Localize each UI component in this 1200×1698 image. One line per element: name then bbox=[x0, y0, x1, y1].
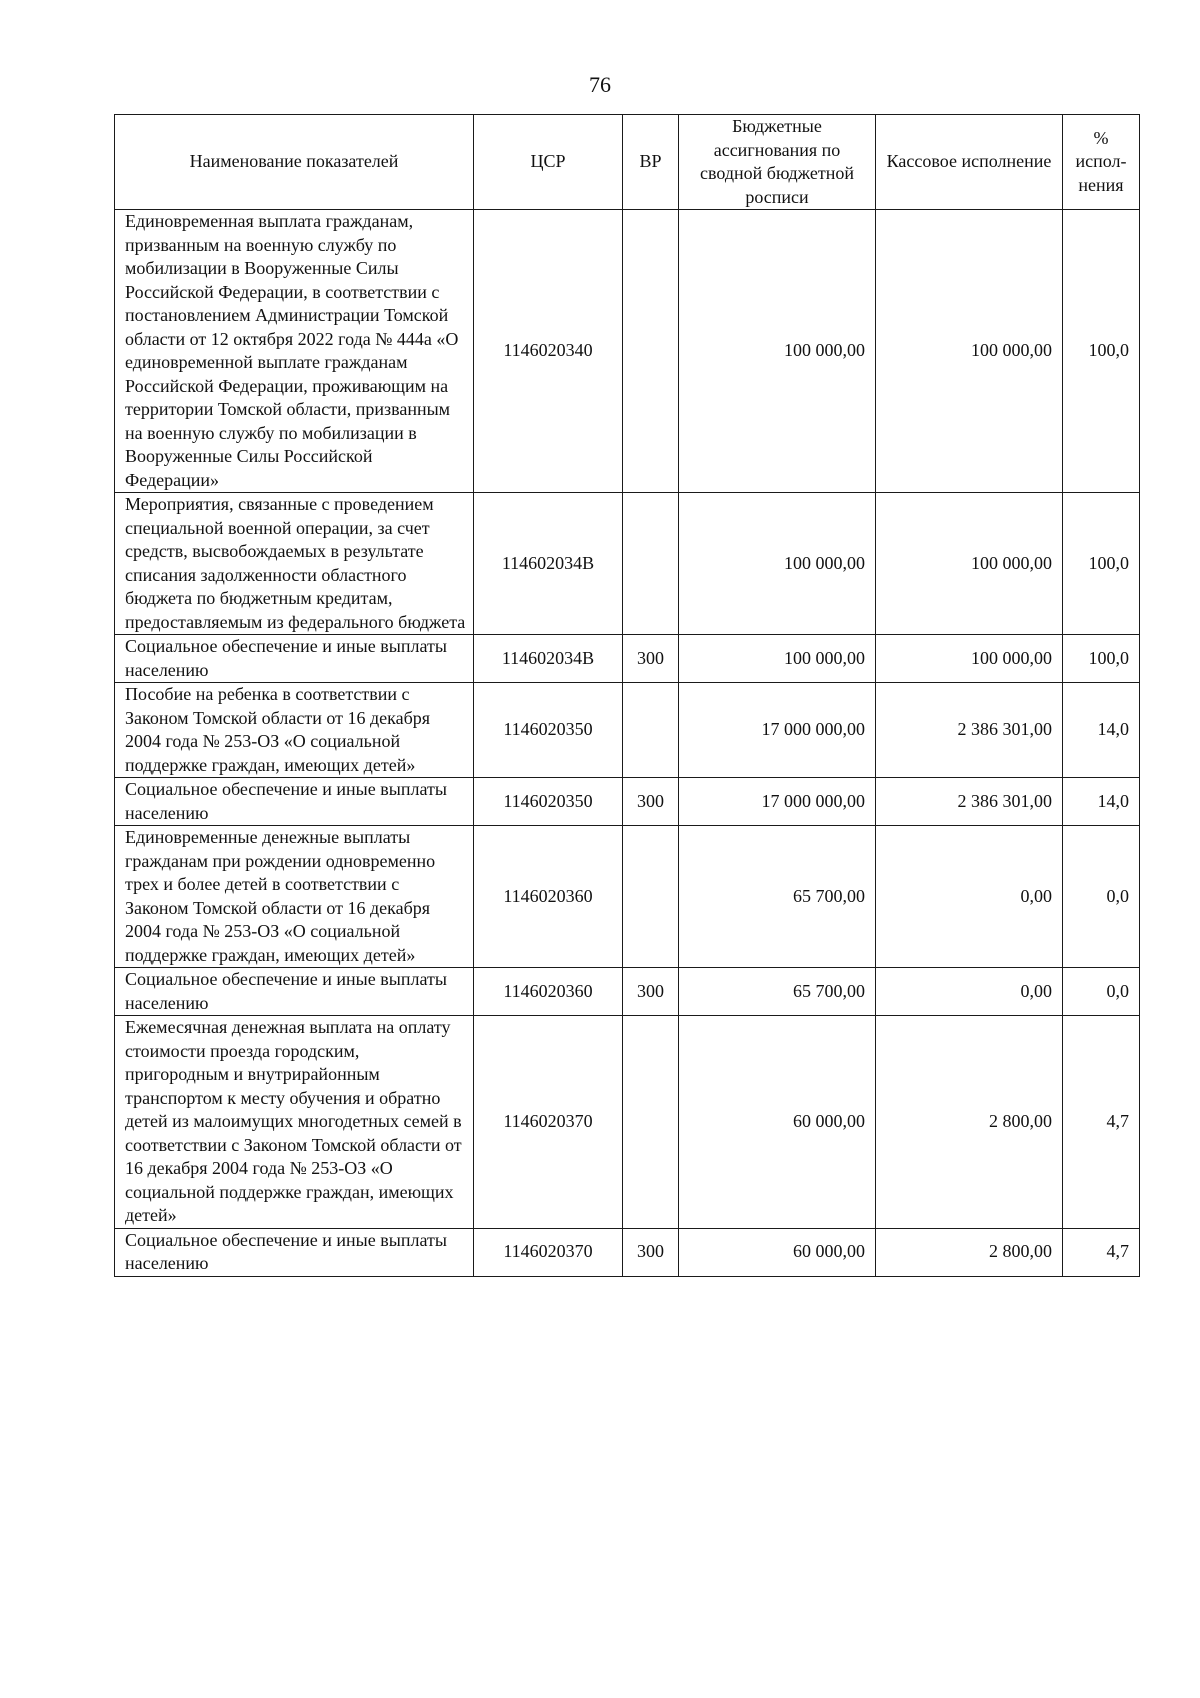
cell-budget: 17 000 000,00 bbox=[679, 683, 876, 778]
cell-csr: 1146020340 bbox=[474, 210, 623, 493]
cell-name: Социальное обеспечение и иные выплаты населению bbox=[115, 1228, 474, 1276]
cell-vr bbox=[623, 493, 679, 635]
cell-csr: 1146020350 bbox=[474, 683, 623, 778]
table-row bbox=[115, 1016, 1140, 1229]
table-row bbox=[115, 210, 1140, 493]
cell-cash: 2 386 301,00 bbox=[876, 778, 1063, 826]
budget-execution-table bbox=[114, 114, 1140, 1277]
cell-cash: 100 000,00 bbox=[876, 210, 1063, 493]
cell-pct: 14,0 bbox=[1063, 683, 1140, 778]
header-budget: Бюджетные ассигнования по сводной бюджетной росписи bbox=[679, 115, 876, 210]
cell-name: Пособие на ребенка в соответствии с Законом Томской области от 16 декабря 2004 года № 253-ОЗ «О социальной поддержке граждан, имеющих детей» bbox=[115, 683, 474, 778]
cell-pct: 4,7 bbox=[1063, 1016, 1140, 1229]
cell-csr: 1146020360 bbox=[474, 826, 623, 968]
cell-pct: 100,0 bbox=[1063, 635, 1140, 683]
cell-cash: 2 800,00 bbox=[876, 1228, 1063, 1276]
cell-name: Социальное обеспечение и иные выплаты населению bbox=[115, 968, 474, 1016]
cell-cash: 0,00 bbox=[876, 968, 1063, 1016]
cell-name: Социальное обеспечение и иные выплаты населению bbox=[115, 635, 474, 683]
table-header-row bbox=[115, 115, 1140, 210]
cell-csr: 1146020370 bbox=[474, 1228, 623, 1276]
cell-pct: 14,0 bbox=[1063, 778, 1140, 826]
cell-name: Социальное обеспечение и иные выплаты населению bbox=[115, 778, 474, 826]
cell-vr bbox=[623, 210, 679, 493]
cell-budget: 17 000 000,00 bbox=[679, 778, 876, 826]
table-row bbox=[115, 968, 1140, 1016]
table-row bbox=[115, 778, 1140, 826]
cell-cash: 2 800,00 bbox=[876, 1016, 1063, 1229]
cell-budget: 100 000,00 bbox=[679, 210, 876, 493]
cell-pct: 4,7 bbox=[1063, 1228, 1140, 1276]
cell-cash: 2 386 301,00 bbox=[876, 683, 1063, 778]
table-row bbox=[115, 826, 1140, 968]
cell-csr: 114602034В bbox=[474, 493, 623, 635]
header-csr: ЦСР bbox=[474, 115, 623, 210]
cell-vr bbox=[623, 826, 679, 968]
cell-csr: 1146020370 bbox=[474, 1016, 623, 1229]
cell-cash: 100 000,00 bbox=[876, 635, 1063, 683]
table-row bbox=[115, 683, 1140, 778]
cell-vr: 300 bbox=[623, 968, 679, 1016]
cell-name: Мероприятия, связанные с проведением специальной военной операции, за счет средств, высвобождаемых в результате списания задолженности областного бюджета по бюджетным кредитам, предоставляемым из федерального бюджета bbox=[115, 493, 474, 635]
cell-vr: 300 bbox=[623, 1228, 679, 1276]
cell-pct: 100,0 bbox=[1063, 210, 1140, 493]
cell-csr: 1146020350 bbox=[474, 778, 623, 826]
cell-vr: 300 bbox=[623, 778, 679, 826]
cell-cash: 0,00 bbox=[876, 826, 1063, 968]
cell-csr: 114602034В bbox=[474, 635, 623, 683]
cell-pct: 0,0 bbox=[1063, 968, 1140, 1016]
cell-budget: 65 700,00 bbox=[679, 968, 876, 1016]
cell-vr: 300 bbox=[623, 635, 679, 683]
header-cash: Кассовое исполнение bbox=[876, 115, 1063, 210]
cell-pct: 100,0 bbox=[1063, 493, 1140, 635]
cell-budget: 100 000,00 bbox=[679, 635, 876, 683]
cell-pct: 0,0 bbox=[1063, 826, 1140, 968]
page-number: 76 bbox=[589, 72, 611, 97]
cell-budget: 65 700,00 bbox=[679, 826, 876, 968]
table-row bbox=[115, 1228, 1140, 1276]
header-pct: % испол-нения bbox=[1063, 115, 1140, 210]
cell-budget: 60 000,00 bbox=[679, 1228, 876, 1276]
cell-name: Единовременные денежные выплаты гражданам при рождении одновременно трех и более детей в соответствии с Законом Томской области от 16 декабря 2004 года № 253-ОЗ «О социальной поддержке граждан, имеющих детей» bbox=[115, 826, 474, 968]
cell-name: Ежемесячная денежная выплата на оплату стоимости проезда городским, пригородным и внутрирайонным транспортом к месту обучения и обратно детей из малоимущих многодетных семей в соответствии с Законом Томской области от 16 декабря 2004 года № 253-ОЗ «О социальной поддержке граждан, имеющих детей» bbox=[115, 1016, 474, 1229]
cell-csr: 1146020360 bbox=[474, 968, 623, 1016]
cell-budget: 100 000,00 bbox=[679, 493, 876, 635]
cell-budget: 60 000,00 bbox=[679, 1016, 876, 1229]
table-row bbox=[115, 493, 1140, 635]
cell-name: Единовременная выплата гражданам, призванным на военную службу по мобилизации в Вооруженные Силы Российской Федерации, в соответствии с постановлением Администрации Томской области от 12 октября 2022 года № 444а «О единовременной выплате гражданам Российской Федерации, проживающим на территории Томской области, призванным на военную службу по мобилизации в Вооруженные Силы Российской Федерации» bbox=[115, 210, 474, 493]
cell-vr bbox=[623, 1016, 679, 1229]
header-name: Наименование показателей bbox=[115, 115, 474, 210]
cell-vr bbox=[623, 683, 679, 778]
header-vr: ВР bbox=[623, 115, 679, 210]
table-row bbox=[115, 635, 1140, 683]
cell-cash: 100 000,00 bbox=[876, 493, 1063, 635]
